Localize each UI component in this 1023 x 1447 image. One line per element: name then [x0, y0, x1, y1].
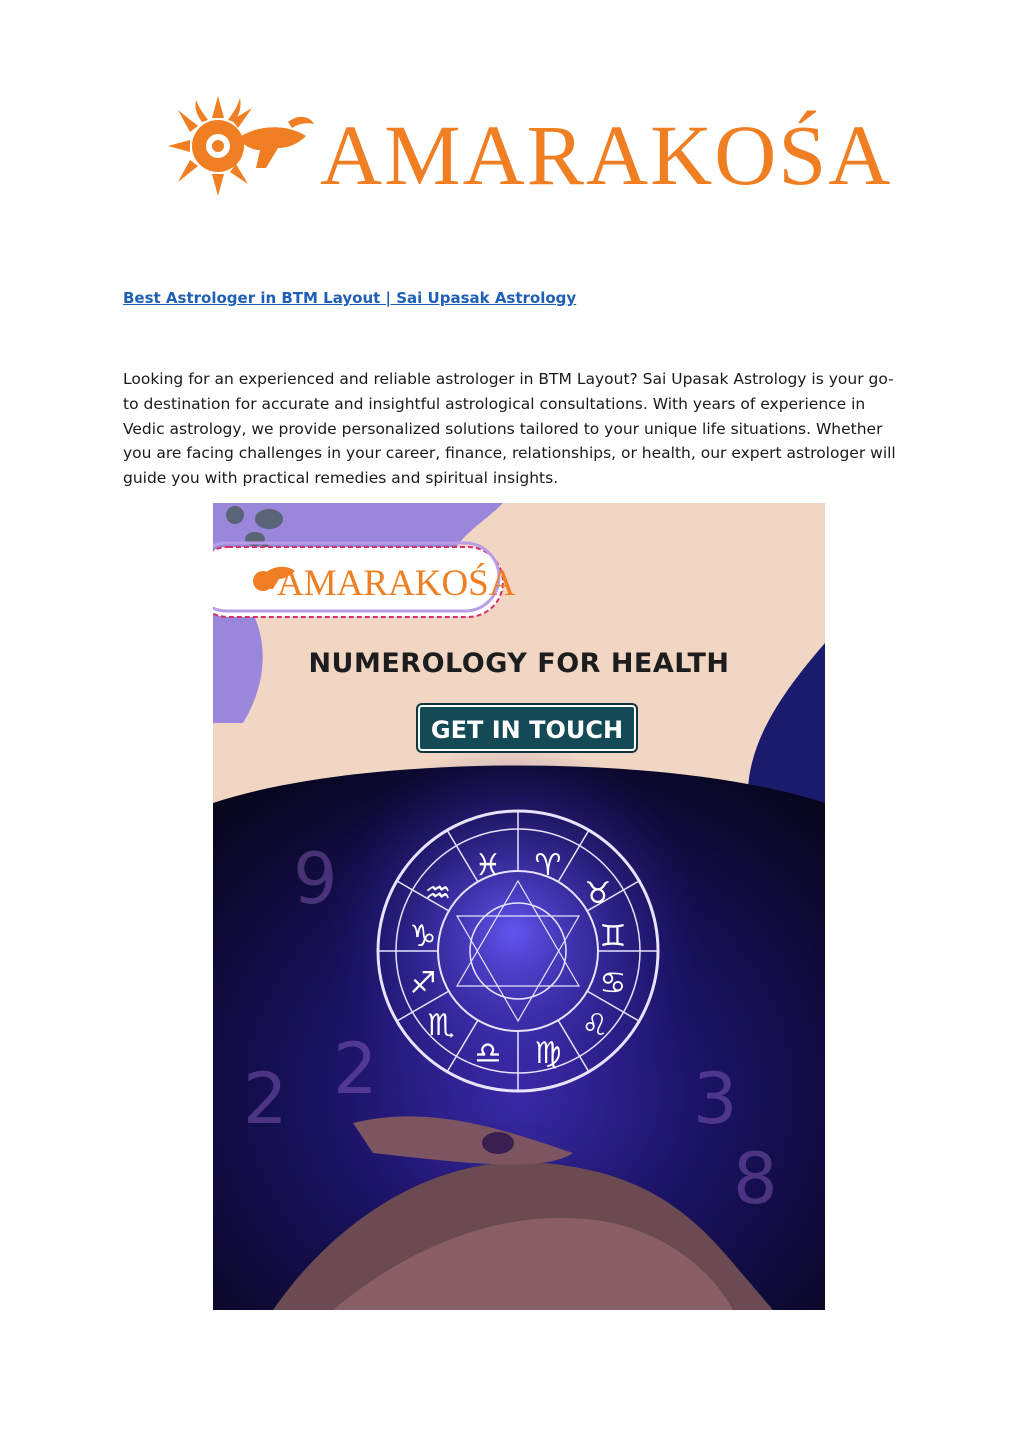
svg-text:2: 2 — [333, 1028, 378, 1110]
numerology-banner-image — [213, 503, 825, 1310]
svg-text:♋: ♋ — [599, 966, 627, 1001]
svg-text:8: 8 — [733, 1138, 778, 1220]
svg-text:♌: ♌ — [581, 1008, 609, 1043]
get-in-touch-button[interactable]: GET IN TOUCH — [418, 705, 636, 751]
banner-brand-wordmark: AMARAKOŚA — [277, 563, 516, 604]
svg-text:♑: ♑ — [409, 919, 437, 954]
sun-ram-emblem-icon — [148, 88, 318, 208]
banner-heading: NUMEROLOGY FOR HEALTH — [308, 648, 730, 679]
article-title-link[interactable]: Best Astrologer in BTM Layout | Sai Upasak Astrology — [123, 289, 577, 307]
svg-text:♎: ♎ — [474, 1036, 502, 1071]
svg-text:♊: ♊ — [599, 919, 627, 954]
brand-wordmark: AMARAKOŚA — [320, 107, 893, 203]
svg-text:♍: ♍ — [534, 1036, 562, 1071]
svg-text:♓: ♓ — [474, 848, 502, 883]
svg-text:♉: ♉ — [584, 876, 612, 911]
svg-text:3: 3 — [693, 1058, 738, 1140]
svg-text:♈: ♈ — [534, 848, 562, 883]
article-intro-paragraph: Looking for an experienced and reliable astrologer in BTM Layout? Sai Upasak Astrology is your go-to destination for accurate and insightful astrological consultations. With years of experience in Vedic astrology, we provide personalized solutions tailored to your unique life situations. Whether you are facing challenges in your career, finance, relationships, or health, our expert astrologer will guide you with practical remedies and spiritual insights. — [123, 370, 896, 488]
svg-text:2: 2 — [243, 1058, 288, 1140]
svg-text:9: 9 — [293, 838, 338, 920]
svg-text:♒: ♒ — [424, 876, 452, 911]
svg-text:♏: ♏ — [427, 1008, 455, 1043]
svg-text:♐: ♐ — [409, 966, 437, 1001]
